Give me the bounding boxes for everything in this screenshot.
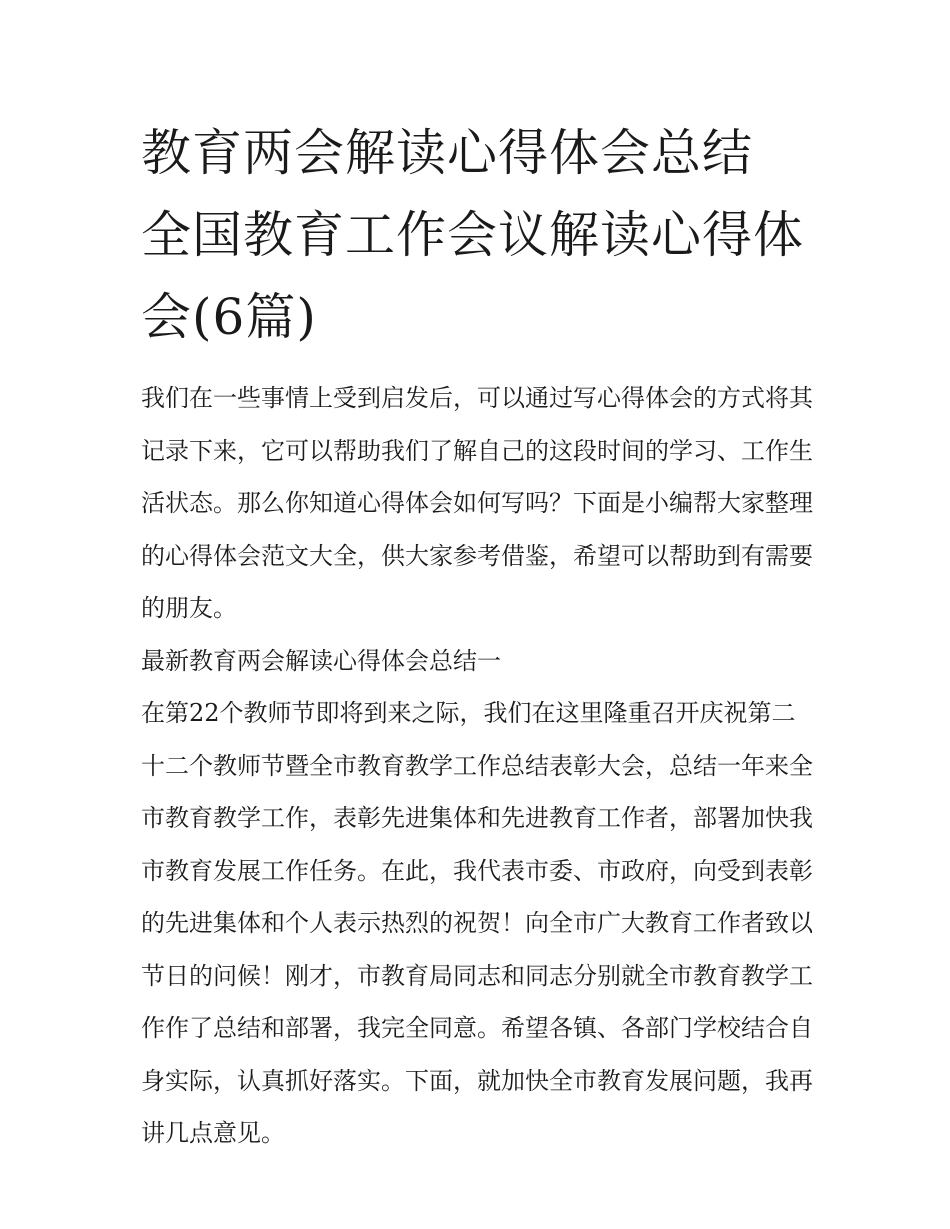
section-heading: 最新教育两会解读心得体会总结一 xyxy=(141,646,501,675)
document-title: 教育两会解读心得体会总结 全国教育工作会议解读心得体会(6篇) xyxy=(141,124,804,346)
document-page xyxy=(141,112,813,1160)
body-paragraph: 在第22个教师节即将到来之际，我们在这里隆重召开庆祝第二十二个教师节暨全市教育教学工作总结表彰大会，总结一年来全市教育教学工作，表彰先进集体和先进教育工作者，部署加快我市教育发展工作任务。在此，我代表市委、市政府，向受到表彰的先进集体和个人表示热烈的祝贺！向全市广大教育工作者致以节日的问候！刚才，市教育局同志和同志分别就全市教育教学工作作了总结和部署，我完全同意。希望各镇、各部门学校结合自身实际，认真抓好落实。下面，就加快全市教育发展问题，我再讲几点意见。 xyxy=(141,699,813,1147)
intro-paragraph: 我们在一些事情上受到启发后，可以通过写心得体会的方式将其记录下来，它可以帮助我们了解自己的这段时间的学习、工作生活状态。那么你知道心得体会如何写吗？下面是小编帮大家整理的心得体会范文大全，供大家参考借鉴，希望可以帮助到有需要的朋友。 xyxy=(141,384,813,622)
document-body xyxy=(141,372,813,1160)
